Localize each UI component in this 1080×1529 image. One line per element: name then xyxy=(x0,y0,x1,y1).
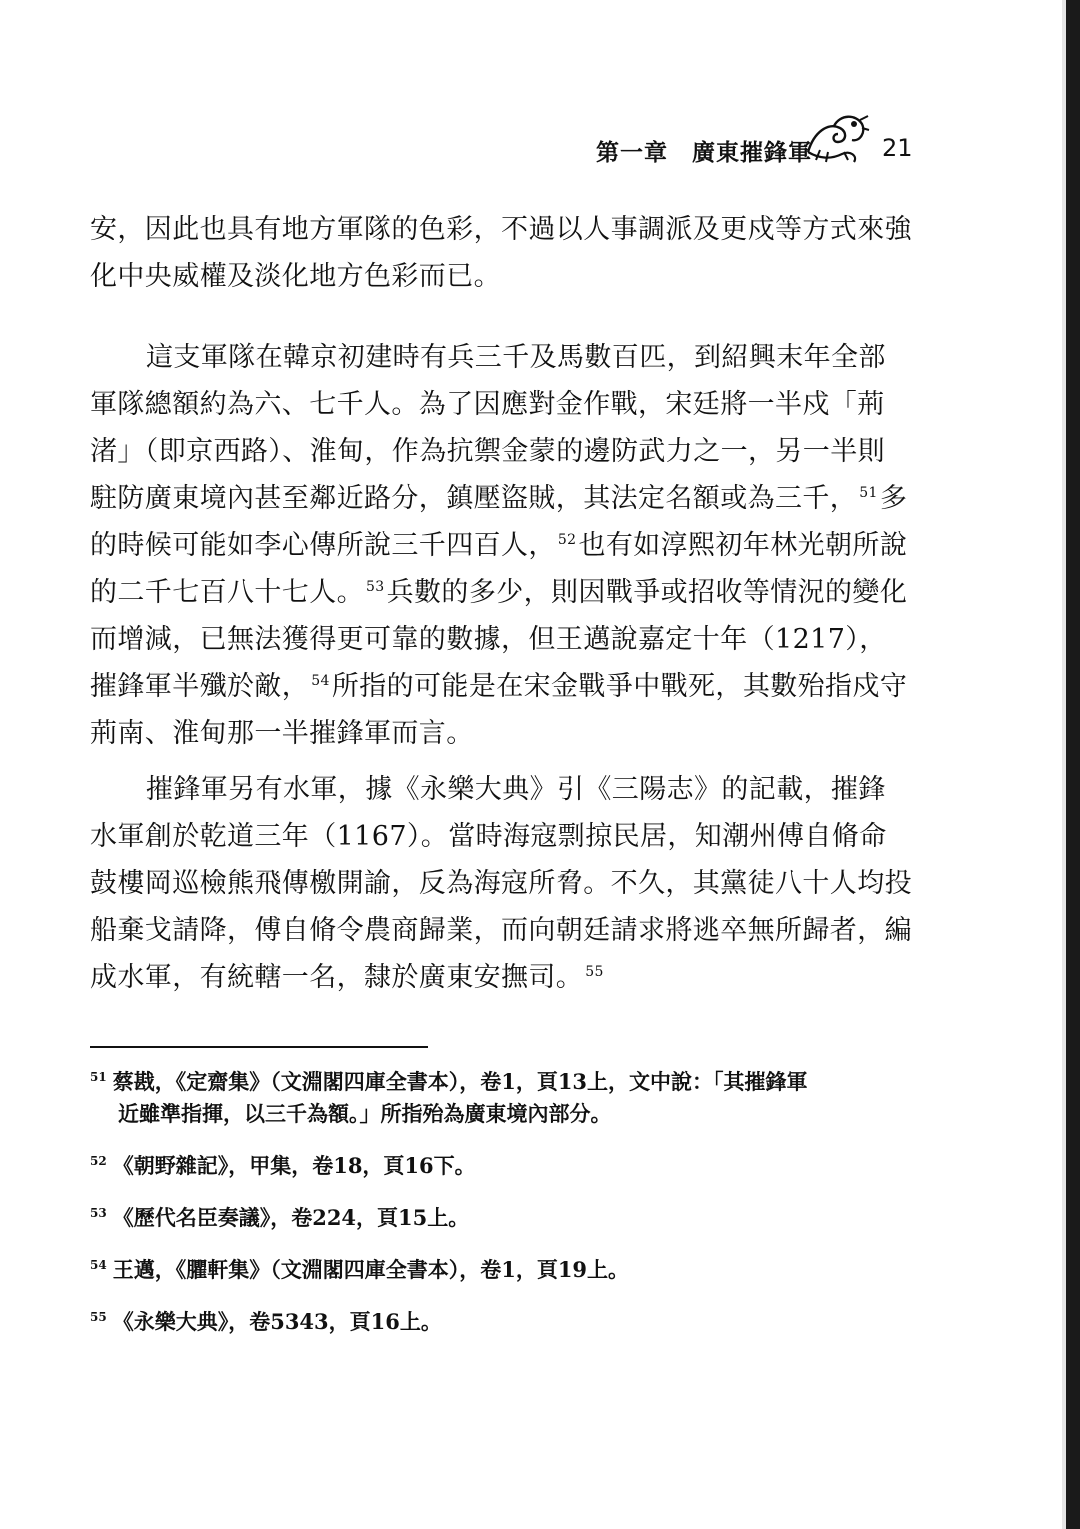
footnote-55-text: 《永樂大典》，卷5343，頁16上。 xyxy=(112,1309,442,1334)
running-header xyxy=(560,112,920,172)
footnote-53-text: 《歷代名臣奏議》，卷224，頁15上。 xyxy=(112,1205,470,1230)
footnote-ref-51[interactable]: 51 xyxy=(859,485,878,501)
footnote-ref-55[interactable]: 55 xyxy=(585,964,604,980)
dragon-ornament-icon xyxy=(804,112,870,168)
paragraph-2-text-b: 多的時候可能如李心傳所說三千四百人， xyxy=(90,483,908,561)
footnote-52-text: 《朝野雜記》，甲集，卷18，頁16下。 xyxy=(112,1153,476,1178)
paragraph-2-text-d: 兵數的多少，則因戰爭或招收等情況的變化而增減，已無法獲得更可靠的數據，但王邁說嘉定十年（1217），摧鋒軍半殲於敵， xyxy=(90,577,908,702)
footnote-54-text: 王邁，《臞軒集》（文淵閣四庫全書本），卷1，頁19上。 xyxy=(112,1257,630,1282)
footnote-divider xyxy=(90,1046,428,1048)
scan-edge xyxy=(1066,0,1080,1529)
page-number: 21 xyxy=(882,134,913,162)
footnote-number: 51 xyxy=(90,1070,107,1084)
footnote-51-line-1: 蔡戡，《定齋集》（文淵閣四庫全書本），卷1，頁13上，文中說：「其摧鋒軍 xyxy=(112,1069,808,1094)
footnote-55 xyxy=(90,1306,918,1338)
paragraph-2 xyxy=(90,334,912,757)
footnote-51 xyxy=(90,1066,918,1130)
paragraph-3 xyxy=(90,766,912,1001)
footnote-ref-54[interactable]: 54 xyxy=(311,673,330,689)
footnote-53 xyxy=(90,1202,918,1234)
paragraph-1 xyxy=(90,206,912,300)
footnote-ref-52[interactable]: 52 xyxy=(557,532,577,548)
footnote-51-line-2: 近雖準指揮，以三千為額。」所指殆為廣東境內部分。 xyxy=(118,1101,612,1126)
footnote-number: 52 xyxy=(90,1154,107,1168)
paragraph-3-text: 摧鋒軍另有水軍，據《永樂大典》引《三陽志》的記載，摧鋒水軍創於乾道三年（1167）。當時海寇剽掠民居，知潮州傅自脩命鼓樓岡巡檢熊飛傳檄開諭，反為海寇所脅。不久，其黨徒八十人均投船棄戈請降，傅自脩令農商歸業，而向朝廷請求將逃卒無所歸者，編成水軍，有統轄一名，隸於廣東安撫司。 xyxy=(90,774,912,993)
footnote-number: 54 xyxy=(90,1258,107,1272)
footnote-number: 53 xyxy=(90,1206,107,1220)
chapter-title: 第一章 廣東摧鋒軍 xyxy=(596,139,812,166)
paragraph-2-text-e: 所指的可能是在宋金戰爭中戰死，其數殆指戍守荊南、淮甸那一半摧鋒軍而言。 xyxy=(90,671,908,749)
footnote-52 xyxy=(90,1150,918,1182)
footnote-number: 55 xyxy=(90,1310,107,1324)
paragraph-1-text: 安，因此也具有地方軍隊的色彩，不過以人事調派及更戍等方式來強化中央威權及淡化地方色彩而已。 xyxy=(90,214,912,292)
footnote-ref-53[interactable]: 53 xyxy=(366,579,385,595)
paragraph-2-text-a: 這支軍隊在韓京初建時有兵三千及馬數百匹，到紹興末年全部軍隊總額約為六、七千人。為了因應對金作戰，宋廷將一半戍「荊渚」（即京西路）、淮甸，作為抗禦金蒙的邊防武力之一，另一半則駐防廣東境內甚至鄰近路分，鎮壓盜賊，其法定名額或為三千， xyxy=(90,342,886,514)
paragraph-2-text-c: 也有如淳熙初年林光朝所說的二千七百八十七人。 xyxy=(90,530,908,608)
footnote-54 xyxy=(90,1254,918,1286)
